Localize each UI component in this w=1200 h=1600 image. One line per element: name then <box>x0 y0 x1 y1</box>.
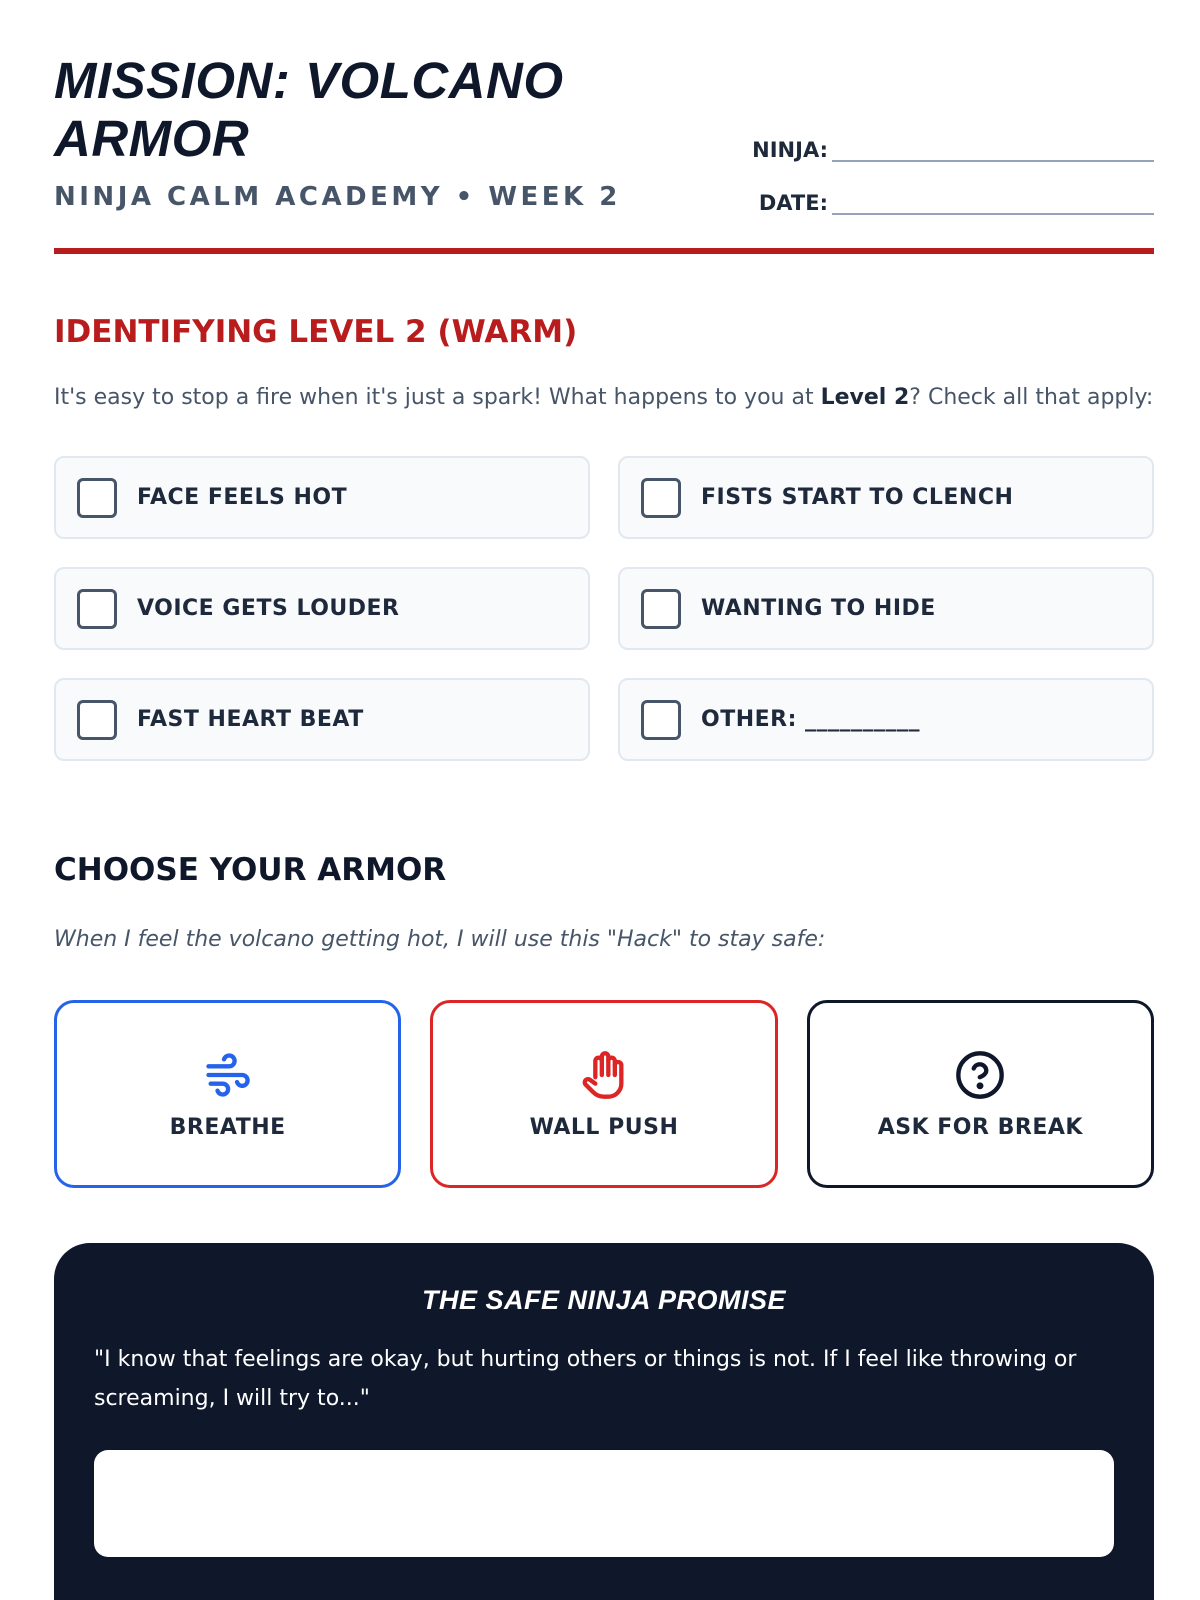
armor-options <box>54 1000 1154 1188</box>
checkbox[interactable] <box>641 700 681 740</box>
checklist-item[interactable] <box>618 567 1154 650</box>
promise-title: THE SAFE NINJA PROMISE <box>421 1285 787 1315</box>
checklist-label: FACE FEELS HOT <box>137 485 348 510</box>
checklist-label: FISTS START TO CLENCH <box>701 485 1014 510</box>
header-divider <box>54 248 1154 254</box>
checkbox[interactable] <box>641 589 681 629</box>
promise-panel <box>54 1243 1154 1600</box>
intro-bold: Level 2 <box>820 385 910 410</box>
ninja-name-line[interactable] <box>832 126 1154 162</box>
ninja-field-row <box>748 126 1154 162</box>
date-line[interactable] <box>832 179 1154 215</box>
checklist-label: FAST HEART BEAT <box>137 707 364 732</box>
section-intro-level2 <box>54 385 1153 410</box>
wind-icon <box>202 1049 254 1101</box>
checklist-item[interactable] <box>618 456 1154 539</box>
section-title-level2: IDENTIFYING LEVEL 2 (WARM) <box>54 314 578 350</box>
checklist-label: OTHER: __________ <box>701 707 921 732</box>
symptom-checklist <box>54 456 1154 761</box>
section-intro-armor: When I feel the volcano getting hot, I will use this "Hack" to stay safe: <box>54 927 826 952</box>
checkbox[interactable] <box>641 478 681 518</box>
ninja-label: NINJA: <box>752 138 828 162</box>
armor-option-wall-push[interactable] <box>430 1000 777 1188</box>
checklist-item[interactable] <box>54 567 590 650</box>
armor-label: WALL PUSH <box>529 1114 679 1140</box>
name-date-fields <box>748 126 1154 232</box>
promise-text: "I know that feelings are okay, but hurting others or things is not. If I feel like throwing or screaming, I will try to..." <box>94 1347 1077 1411</box>
checkbox[interactable] <box>77 700 117 740</box>
armor-option-ask-for-break[interactable] <box>807 1000 1154 1188</box>
checklist-label: WANTING TO HIDE <box>701 596 936 621</box>
armor-option-breathe[interactable] <box>54 1000 401 1188</box>
question-circle-icon <box>954 1049 1006 1101</box>
intro-text-end: ? Check all that apply: <box>909 385 1154 410</box>
date-field-row <box>748 179 1154 215</box>
page-subtitle: NINJA CALM ACADEMY • WEEK 2 <box>54 182 621 212</box>
checkbox[interactable] <box>77 589 117 629</box>
section-title-armor: CHOOSE YOUR ARMOR <box>54 852 447 888</box>
armor-label: BREATHE <box>169 1114 286 1140</box>
intro-text: It's easy to stop a fire when it's just a spark! What happens to you at <box>54 385 821 410</box>
promise-answer-box[interactable] <box>94 1450 1114 1557</box>
hand-icon <box>578 1049 630 1101</box>
page-title: MISSION: VOLCANO ARMOR <box>54 52 564 167</box>
armor-label: ASK FOR BREAK <box>877 1114 1083 1140</box>
checkbox[interactable] <box>77 478 117 518</box>
date-label: DATE: <box>758 191 828 215</box>
checklist-label: VOICE GETS LOUDER <box>137 596 400 621</box>
checklist-item[interactable] <box>618 678 1154 761</box>
checklist-item[interactable] <box>54 678 590 761</box>
checklist-item[interactable] <box>54 456 590 539</box>
